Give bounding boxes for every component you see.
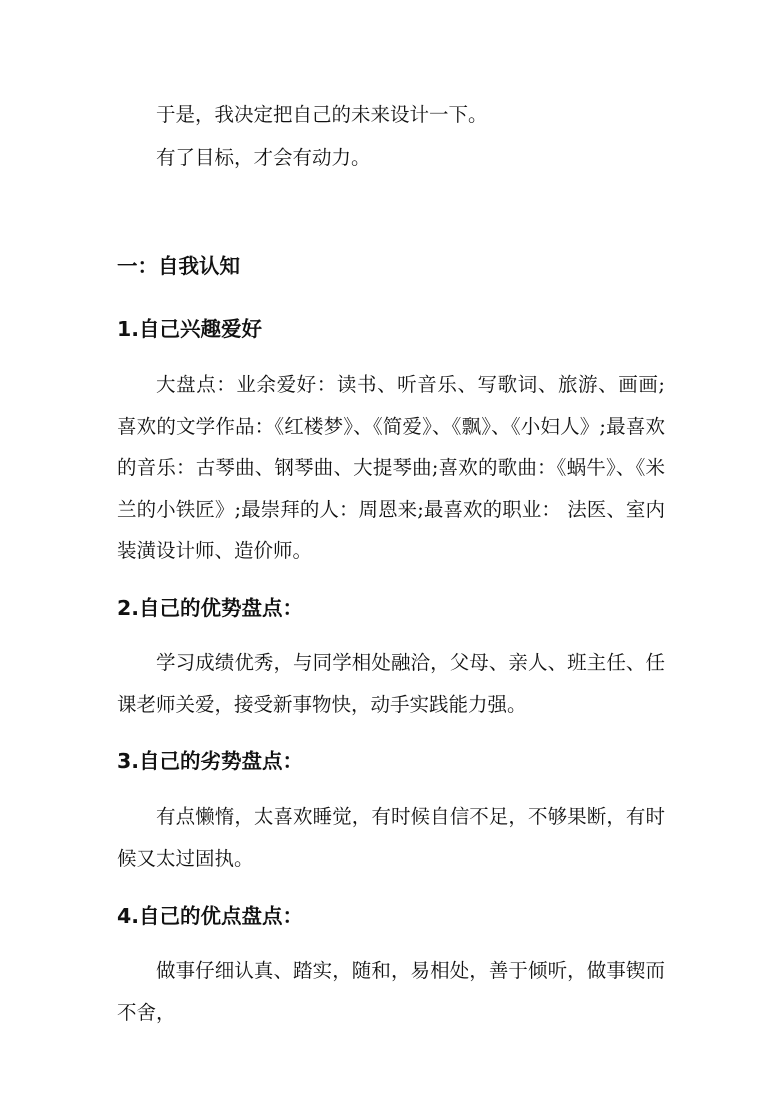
subheading-strengths: 2.自己的优势盘点： — [117, 596, 304, 620]
subheading-merits: 4.自己的优点盘点： — [117, 904, 304, 928]
subheading-weaknesses: 3.自己的劣势盘点： — [117, 749, 304, 773]
intro-line-2: 有了目标，才会有动力。 — [156, 146, 371, 169]
intro-line-1: 于是，我决定把自己的未来设计一下。 — [156, 103, 488, 126]
section-heading-self-awareness: 一：自我认知 — [117, 254, 240, 278]
paragraph-merits: 做事仔细认真、踏实，随和，易相处，善于倾听，做事锲而不舍， — [117, 959, 665, 1024]
paragraph-strengths: 学习成绩优秀，与同学相处融洽，父母、亲人、班主任、任课老师关爱，接受新事物快，动手实践能力强。 — [117, 651, 665, 716]
paragraph-weaknesses: 有点懒惰，太喜欢睡觉，有时候自信不足，不够果断，有时候又太过固执。 — [117, 805, 665, 870]
paragraph-interests: 大盘点：业余爱好：读书、听音乐、写歌词、旅游、画画;喜欢的文学作品：《红楼梦》、《简爱》、《飘》、《小妇人》;最喜欢的音乐：古琴曲、钢琴曲、大提琴曲;喜欢的歌曲：《蜗牛》、《米兰的小铁匠》;最崇拜的人：周恩来;最喜欢的职业： 法医、室内装潢设计师、造价师。 — [117, 373, 665, 562]
subheading-interests: 1.自己兴趣爱好 — [117, 317, 263, 341]
